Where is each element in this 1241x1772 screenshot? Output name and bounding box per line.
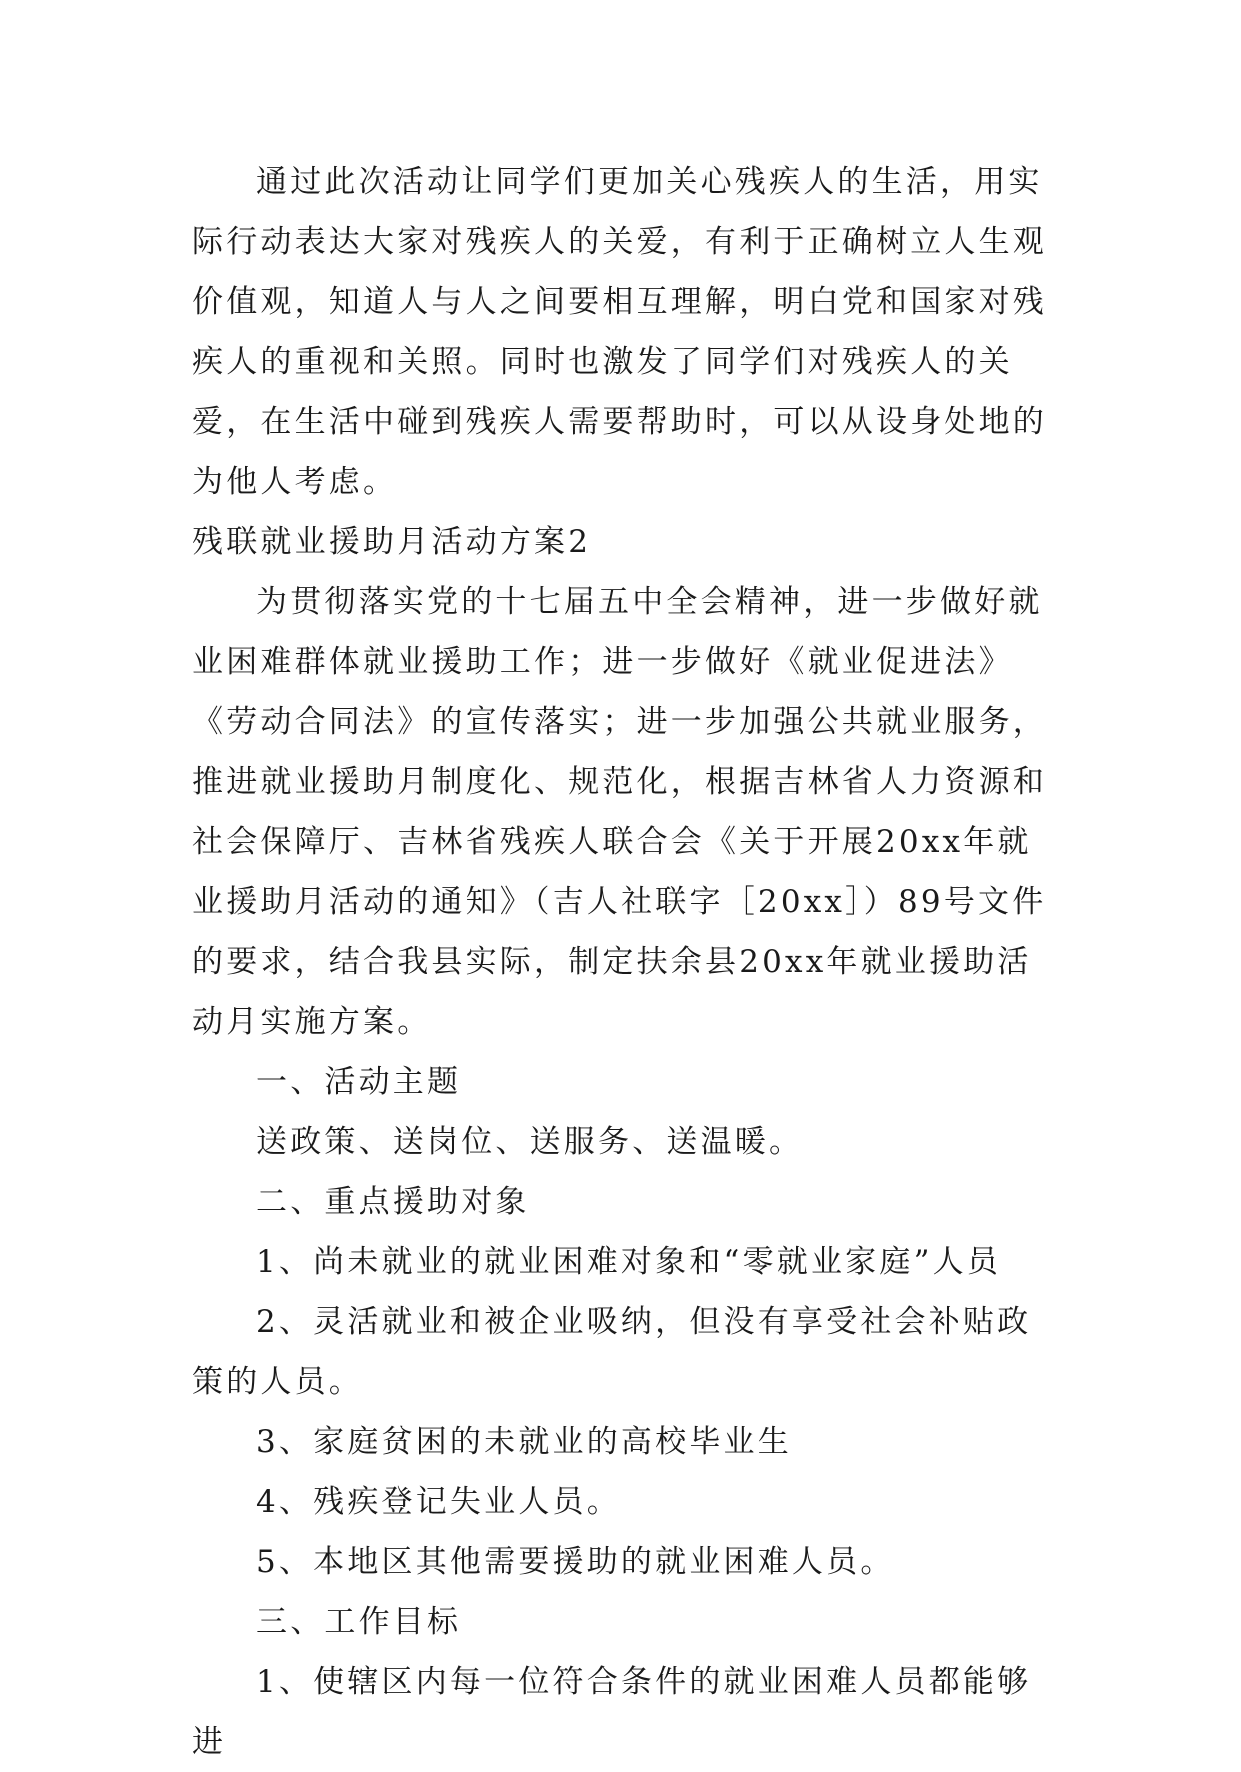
list-item: 1、使辖区内每一位符合条件的就业困难人员都能够进 (192, 1664, 1032, 1760)
paragraph-intro: 为贯彻落实党的十七届五中全会精神，进一步做好就业困难群体就业援助工作；进一步做好《就业促进法》《劳动合同法》的宣传落实；进一步加强公共就业服务，推进就业援助月制度化、规范化，根据吉林省人力资源和社会保障厅、吉林省残疾人联合会《关于开展20xx年就业援助月活动的通知》（吉人社联字［20xx］）89号文件的要求，结合我县实际，制定扶余县20xx年就业援助活动月实施方案。 (192, 584, 1047, 1040)
list-item: 1、尚未就业的就业困难对象和“零就业家庭”人员 (256, 1244, 1002, 1280)
heading-work-goals: 三、工作目标 (256, 1604, 462, 1640)
document-body (192, 152, 1058, 1772)
list-item: 4、残疾登记失业人员。 (256, 1484, 621, 1520)
heading-activity-theme: 一、活动主题 (256, 1064, 462, 1100)
paragraph-theme: 送政策、送岗位、送服务、送温暖。 (256, 1124, 804, 1160)
section-title: 残联就业援助月活动方案2 (192, 524, 592, 560)
list-item: 2、灵活就业和被企业吸纳，但没有享受社会补贴政策的人员。 (192, 1304, 1032, 1400)
list-item: 5、本地区其他需要援助的就业困难人员。 (256, 1544, 895, 1580)
list-item: 3、家庭贫困的未就业的高校毕业生 (256, 1424, 792, 1460)
paragraph-summary: 通过此次活动让同学们更加关心残疾人的生活，用实际行动表达大家对残疾人的关爱，有利于正确树立人生观价值观，知道人与人之间要相互理解，明白党和国家对残疾人的重视和关照。同时也激发了同学们对残疾人的关爱，在生活中碰到残疾人需要帮助时，可以从设身处地的为他人考虑。 (192, 164, 1047, 500)
heading-key-targets: 二、重点援助对象 (256, 1184, 530, 1220)
